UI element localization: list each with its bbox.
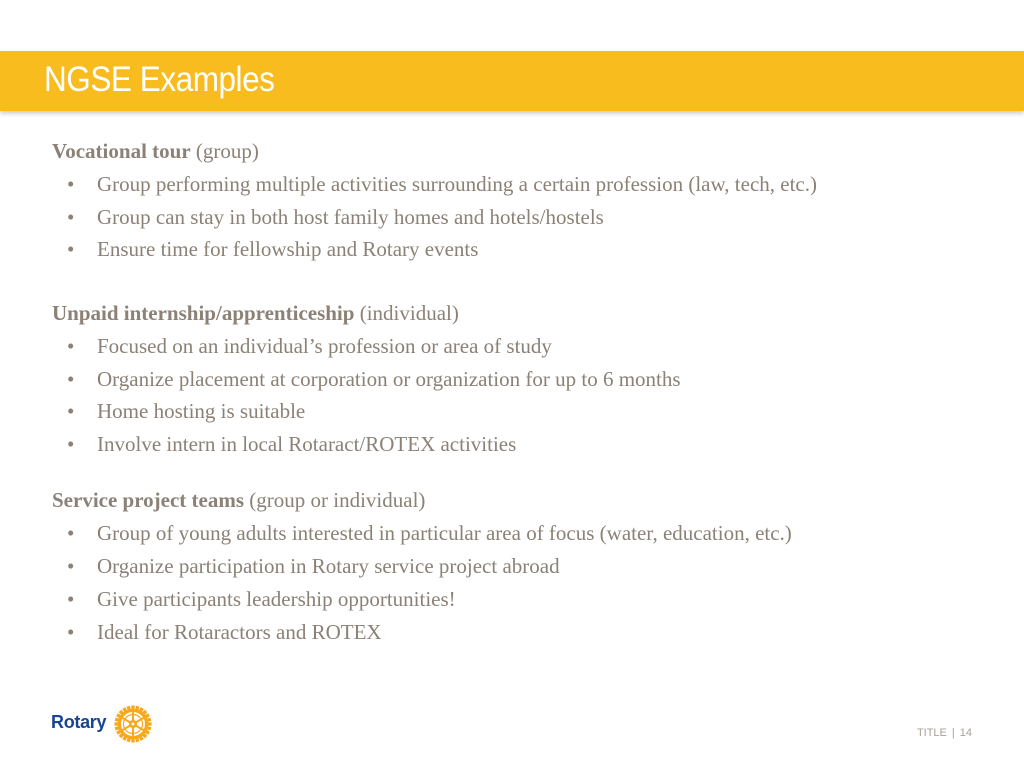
- list-item: [67, 399, 305, 424]
- bullet-icon: •: [67, 554, 75, 578]
- bullet-icon: •: [67, 237, 75, 261]
- footer-label: TITLE: [916, 727, 947, 739]
- slide-title: NGSE Examples: [44, 60, 275, 99]
- list-item: [67, 334, 552, 359]
- bullet-text: Group can stay in both host family homes and hotels/hostels: [97, 205, 604, 229]
- section-heading-bold: Service project teams: [52, 488, 245, 512]
- logo-text: Rotary: [51, 712, 107, 732]
- bullet-icon: •: [67, 172, 75, 196]
- section-heading-qualifier: (individual): [359, 301, 459, 325]
- section-heading-bold: Unpaid internship/apprenticeship: [52, 301, 355, 325]
- bullet-text: Focused on an individual’s profession or area of study: [97, 334, 552, 358]
- bullet-text: Group of young adults interested in particular area of focus (water, education, etc.): [97, 521, 792, 545]
- page-number: 14: [959, 727, 972, 739]
- section-heading-service-project-teams: [52, 488, 425, 513]
- list-item: [67, 367, 681, 392]
- bullet-icon: •: [67, 205, 75, 229]
- title-bar: [0, 51, 1024, 111]
- bullet-icon: •: [67, 367, 75, 391]
- bullet-icon: •: [67, 399, 75, 423]
- bullet-text: Organize participation in Rotary service project abroad: [97, 554, 560, 578]
- bullet-icon: •: [67, 620, 75, 644]
- section-heading-vocational-tour: [52, 139, 259, 164]
- bullet-text: Organize placement at corporation or organization for up to 6 months: [97, 367, 681, 391]
- bullet-text: Give participants leadership opportunities!: [97, 587, 456, 611]
- bullet-text: Group performing multiple activities surrounding a certain profession (law, tech, etc.): [97, 172, 817, 196]
- list-item: [67, 587, 456, 612]
- section-heading-bold: Vocational tour: [52, 139, 191, 163]
- list-item: [67, 237, 478, 262]
- bullet-icon: •: [67, 334, 75, 358]
- bullet-text: Involve intern in local Rotaract/ROTEX activities: [97, 432, 517, 456]
- list-item: [67, 521, 792, 546]
- bullet-icon: •: [67, 521, 75, 545]
- bullet-text: Ideal for Rotaractors and ROTEX: [97, 620, 382, 644]
- section-heading-qualifier: (group): [195, 139, 259, 163]
- bullet-icon: •: [67, 432, 75, 456]
- slide-footer: [917, 727, 972, 739]
- list-item: [67, 172, 817, 197]
- bullet-text: Ensure time for fellowship and Rotary events: [97, 237, 479, 261]
- rotary-wheel-icon: [113, 704, 153, 744]
- list-item: [67, 554, 560, 579]
- footer-separator: |: [951, 727, 955, 739]
- bullet-text: Home hosting is suitable: [97, 399, 306, 423]
- bullet-icon: •: [67, 587, 75, 611]
- list-item: [67, 620, 382, 645]
- list-item: [67, 205, 604, 230]
- list-item: [67, 432, 516, 457]
- rotary-logo: [51, 703, 161, 745]
- section-heading-qualifier: (group or individual): [249, 488, 426, 512]
- section-heading-unpaid-internship: [52, 301, 459, 326]
